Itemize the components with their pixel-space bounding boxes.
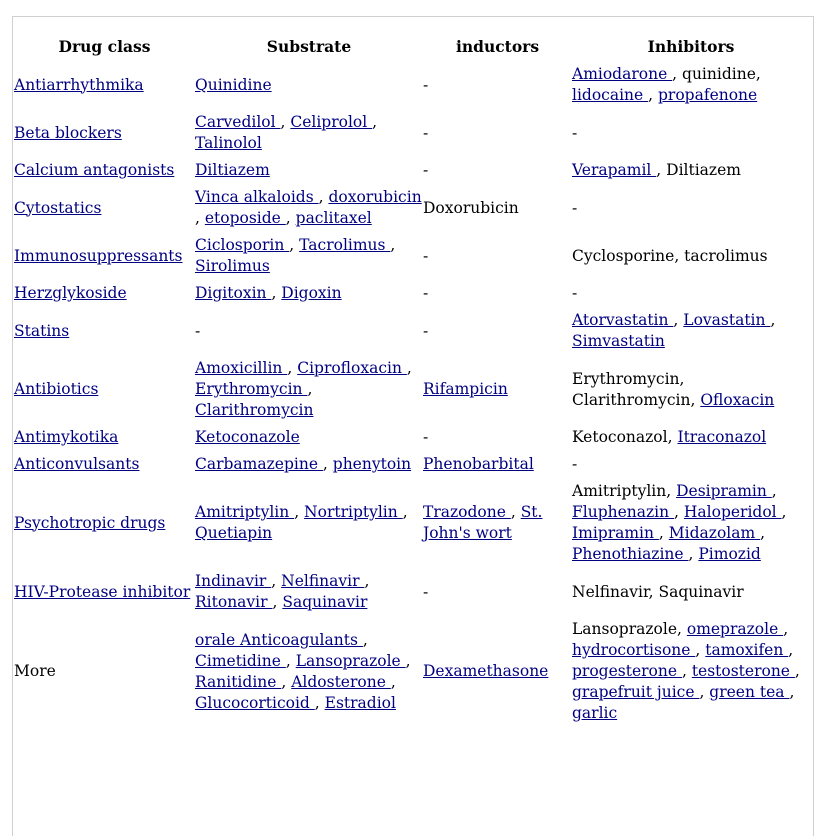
cell-text: Erythromycin, Clarithromycin, xyxy=(572,369,701,409)
table-row xyxy=(14,307,810,355)
drug-link[interactable]: Ciprofloxacin xyxy=(297,359,407,377)
cell-substrate xyxy=(195,424,423,451)
cell-text: Lansoprazole, xyxy=(572,620,687,638)
cell-inductors xyxy=(423,109,572,157)
cell-text: , quinidine, xyxy=(672,65,761,83)
drug-link[interactable]: Erythromycin xyxy=(195,380,308,398)
cell-text: - xyxy=(423,246,429,265)
drug-link[interactable]: omeprazole xyxy=(686,620,784,638)
table-row xyxy=(14,568,810,616)
cell-text: , xyxy=(510,503,521,521)
cell-text: , xyxy=(364,572,370,590)
cell-drug-class xyxy=(14,109,195,157)
cell-text: - xyxy=(423,123,429,142)
table-row xyxy=(14,61,810,109)
drug-link[interactable]: Nortriptylin xyxy=(304,503,403,521)
drug-link[interactable]: Quinidine xyxy=(195,75,272,94)
drug-link[interactable]: Immunosuppressants xyxy=(14,246,183,265)
cell-text: - xyxy=(572,284,578,302)
table-row xyxy=(14,616,810,727)
cell-text: , xyxy=(318,188,329,206)
drug-link[interactable]: paclitaxel xyxy=(295,209,372,227)
drug-link[interactable]: Beta blockers xyxy=(14,123,122,142)
drug-link[interactable]: Calcium antagonists xyxy=(14,161,175,179)
cell-drug-class xyxy=(14,157,195,184)
cell-drug-class xyxy=(14,451,195,478)
drug-link[interactable]: phenytoin xyxy=(332,455,412,473)
drug-interaction-table xyxy=(14,36,810,727)
drug-link[interactable]: Ketoconazole xyxy=(195,428,300,446)
cell-inhibitors xyxy=(572,451,810,478)
cell-substrate xyxy=(195,157,423,184)
drug-link[interactable]: propafenone xyxy=(658,86,758,104)
drug-link[interactable]: Dexamethasone xyxy=(423,662,549,680)
cell-drug-class xyxy=(14,568,195,616)
cell-text: , xyxy=(788,641,794,659)
drug-link[interactable]: Clarithromycin xyxy=(195,401,314,419)
drug-link[interactable]: Fluphenazin xyxy=(572,503,675,521)
drug-link[interactable]: Imipramin xyxy=(572,524,659,542)
cell-text: - xyxy=(572,123,578,142)
table-body xyxy=(14,61,810,727)
drug-link[interactable]: Estradiol xyxy=(324,693,396,712)
cell-inhibitors xyxy=(572,157,810,184)
drug-link[interactable]: Herzglykoside xyxy=(14,284,127,302)
cell-text: , xyxy=(322,455,333,473)
cell-text: , xyxy=(673,311,684,329)
drug-link[interactable]: Ciclosporin xyxy=(195,236,290,254)
drug-link[interactable]: Lovastatin xyxy=(683,311,771,329)
drug-link[interactable]: Antiarrhythmika xyxy=(14,75,144,94)
drug-link[interactable]: Pimozid xyxy=(698,545,761,563)
cell-drug-class xyxy=(14,184,195,232)
cell-substrate xyxy=(195,232,423,280)
cell-text: - xyxy=(423,321,429,340)
cell-inductors xyxy=(423,184,572,232)
drug-link[interactable]: Cytostatics xyxy=(14,198,102,217)
cell-substrate xyxy=(195,478,423,568)
cell-text: , xyxy=(271,572,282,590)
drug-link[interactable]: Haloperidol xyxy=(683,503,782,521)
cell-inductors xyxy=(423,478,572,568)
drug-link[interactable]: Talinolol xyxy=(195,134,262,152)
cell-drug-class xyxy=(14,355,195,424)
cell-text: - xyxy=(423,161,429,179)
drug-link[interactable]: Phenothiazine xyxy=(572,545,689,563)
cell-inductors xyxy=(423,616,572,727)
cell-text: , xyxy=(770,311,776,329)
cell-inductors xyxy=(423,451,572,478)
cell-inhibitors xyxy=(572,616,810,727)
cell-text: , xyxy=(789,683,795,701)
header-inhibitors: Inhibitors xyxy=(647,37,735,56)
cell-text: , xyxy=(281,672,292,691)
cell-inhibitors xyxy=(572,184,810,232)
drug-link[interactable]: Psychotropic drugs xyxy=(14,513,166,532)
drug-link[interactable]: Ofloxacin xyxy=(700,390,775,409)
cell-text: , xyxy=(362,630,368,649)
drug-link[interactable]: Midazolam xyxy=(668,524,761,542)
cell-inductors xyxy=(423,61,572,109)
drug-link[interactable]: Tacrolimus xyxy=(299,236,391,254)
cell-text: , xyxy=(294,503,305,521)
table-row xyxy=(14,109,810,157)
drug-link[interactable]: hydrocortisone xyxy=(572,641,696,659)
drug-link[interactable]: Statins xyxy=(14,321,70,340)
cell-inductors xyxy=(423,355,572,424)
drug-link[interactable]: grapefruit juice xyxy=(572,683,700,701)
drug-link[interactable]: tamoxifen xyxy=(705,641,789,659)
cell-text: , xyxy=(271,284,282,302)
table-row xyxy=(14,232,810,280)
cell-inductors xyxy=(423,232,572,280)
header-substrate: Substrate xyxy=(266,37,352,56)
drug-link[interactable]: Carbamazepine xyxy=(195,455,323,473)
cell-text: , xyxy=(390,672,396,691)
drug-link[interactable]: Ranitidine xyxy=(195,672,282,691)
cell-substrate xyxy=(195,61,423,109)
cell-drug-class xyxy=(14,280,195,307)
cell-text: , xyxy=(648,86,658,104)
cell-substrate xyxy=(195,184,423,232)
cell-inhibitors xyxy=(572,232,810,280)
cell-text: More xyxy=(14,662,56,680)
cell-substrate xyxy=(195,307,423,355)
drug-link[interactable]: doxorubicin xyxy=(328,188,422,206)
cell-substrate xyxy=(195,280,423,307)
cell-text: , xyxy=(307,380,313,398)
header-inductors: inductors xyxy=(455,37,540,56)
cell-substrate xyxy=(195,451,423,478)
drug-link[interactable]: garlic xyxy=(572,704,618,722)
cell-text: - xyxy=(423,428,429,446)
table-row xyxy=(14,451,810,478)
cell-text: , xyxy=(658,524,669,542)
cell-text: , xyxy=(390,236,396,254)
cell-text: , xyxy=(402,503,408,521)
table-row xyxy=(14,157,810,184)
cell-text: , xyxy=(195,209,205,227)
cell-inductors xyxy=(423,280,572,307)
cell-inductors xyxy=(423,307,572,355)
table-row xyxy=(14,184,810,232)
drug-link[interactable]: Amoxicillin xyxy=(195,359,288,377)
drug-link[interactable]: Digitoxin xyxy=(195,284,272,302)
cell-text: , xyxy=(771,482,777,500)
table-row xyxy=(14,355,810,424)
table-header-row xyxy=(14,36,810,61)
cell-text: - xyxy=(195,321,201,340)
table-row xyxy=(14,280,810,307)
cell-drug-class xyxy=(14,478,195,568)
cell-text: , xyxy=(760,524,766,542)
drug-link[interactable]: Anticonvulsants xyxy=(14,455,140,473)
drug-link[interactable]: Carvedilol xyxy=(195,113,281,131)
drug-link[interactable]: Quetiapin xyxy=(195,524,273,542)
cell-inhibitors xyxy=(572,424,810,451)
cell-text: - xyxy=(423,582,429,601)
cell-text: , xyxy=(781,503,787,521)
table-row xyxy=(14,478,810,568)
drug-link[interactable]: Sirolimus xyxy=(195,257,270,275)
cell-text: , xyxy=(794,662,800,680)
table-row xyxy=(14,424,810,451)
drug-link[interactable]: Simvastatin xyxy=(572,332,665,350)
header-drug-class: Drug class xyxy=(58,37,151,56)
cell-text: , xyxy=(695,641,706,659)
drug-link[interactable]: Amiodarone xyxy=(572,65,673,83)
cell-inhibitors xyxy=(572,61,810,109)
cell-text: , xyxy=(699,683,710,701)
cell-text: , xyxy=(681,662,692,680)
cell-text: , xyxy=(406,359,412,377)
cell-substrate xyxy=(195,109,423,157)
cell-text: , xyxy=(314,693,325,712)
drug-link[interactable]: Glucocorticoid xyxy=(195,693,315,712)
cell-text: , xyxy=(372,113,378,131)
cell-text: - xyxy=(572,455,578,473)
drug-link[interactable]: Antibiotics xyxy=(14,380,99,398)
cell-text: , xyxy=(405,651,411,670)
drug-link[interactable]: Atorvastatin xyxy=(572,311,674,329)
cell-inhibitors xyxy=(572,478,810,568)
drug-link[interactable]: orale Anticoagulants xyxy=(195,630,363,649)
cell-text: - xyxy=(423,284,429,302)
drug-link[interactable]: Vinca alkaloids xyxy=(195,188,319,206)
drug-link[interactable]: Saquinavir xyxy=(282,593,368,611)
cell-inductors xyxy=(423,424,572,451)
cell-inductors xyxy=(423,157,572,184)
drug-link[interactable]: testosterone xyxy=(691,662,795,680)
drug-link[interactable]: Digoxin xyxy=(281,284,342,302)
cell-text: - xyxy=(423,75,429,94)
cell-inductors xyxy=(423,568,572,616)
drug-link[interactable]: Ritonavir xyxy=(195,593,273,611)
drug-link[interactable]: Cimetidine xyxy=(195,651,286,670)
cell-drug-class xyxy=(14,616,195,727)
cell-inhibitors xyxy=(572,109,810,157)
drug-link[interactable]: Celiprolol xyxy=(290,113,373,131)
drug-link[interactable]: Lansoprazole xyxy=(295,651,406,670)
drug-link[interactable]: Antimykotika xyxy=(14,428,119,446)
cell-text: , xyxy=(280,113,291,131)
cell-text: , xyxy=(783,620,789,638)
cell-text: , xyxy=(289,236,300,254)
cell-inhibitors xyxy=(572,307,810,355)
cell-text: , xyxy=(272,593,283,611)
drug-link[interactable]: etoposide xyxy=(204,209,286,227)
cell-text: , xyxy=(688,545,699,563)
drug-link[interactable]: Diltiazem xyxy=(195,161,270,179)
cell-drug-class xyxy=(14,307,195,355)
drug-link[interactable]: St. John's wort xyxy=(423,503,543,542)
drug-link[interactable]: Verapamil xyxy=(572,161,657,179)
drug-link[interactable]: Nelfinavir xyxy=(281,572,365,590)
drug-link[interactable]: Phenobarbital xyxy=(423,455,534,473)
cell-inhibitors xyxy=(572,355,810,424)
drug-link[interactable]: Indinavir xyxy=(195,572,272,590)
drug-link[interactable]: lidocaine xyxy=(572,86,649,104)
cell-drug-class xyxy=(14,61,195,109)
cell-inhibitors xyxy=(572,280,810,307)
drug-link[interactable]: Amitriptylin xyxy=(195,503,295,521)
drug-link[interactable]: Aldosterone xyxy=(291,672,391,691)
drug-link[interactable]: Desipramin xyxy=(676,482,772,500)
cell-text: , xyxy=(674,503,684,521)
cell-text: , xyxy=(285,651,296,670)
cell-text: Cyclosporine, tacrolimus xyxy=(572,246,768,265)
cell-substrate xyxy=(195,355,423,424)
drug-link[interactable]: Itraconazol xyxy=(677,428,767,446)
drug-link[interactable]: green tea xyxy=(709,683,790,701)
cell-text: - xyxy=(572,198,578,217)
drug-link[interactable]: progesterone xyxy=(572,662,682,680)
cell-substrate xyxy=(195,616,423,727)
cell-text: , xyxy=(285,209,296,227)
cell-inhibitors xyxy=(572,568,810,616)
cell-text: , xyxy=(287,359,298,377)
cell-text: Amitriptylin, xyxy=(572,482,677,500)
cell-drug-class xyxy=(14,232,195,280)
drug-link[interactable]: HIV-Protease inhibitor xyxy=(14,582,191,601)
cell-text: Ketoconazol, xyxy=(572,428,678,446)
cell-text: , Diltiazem xyxy=(656,161,741,179)
cell-text: Doxorubicin xyxy=(423,198,519,217)
cell-text: Nelfinavir, Saquinavir xyxy=(572,582,744,601)
drug-link[interactable]: Trazodone xyxy=(423,503,511,521)
drug-link[interactable]: Rifampicin xyxy=(423,380,508,398)
cell-drug-class xyxy=(14,424,195,451)
cell-substrate xyxy=(195,568,423,616)
